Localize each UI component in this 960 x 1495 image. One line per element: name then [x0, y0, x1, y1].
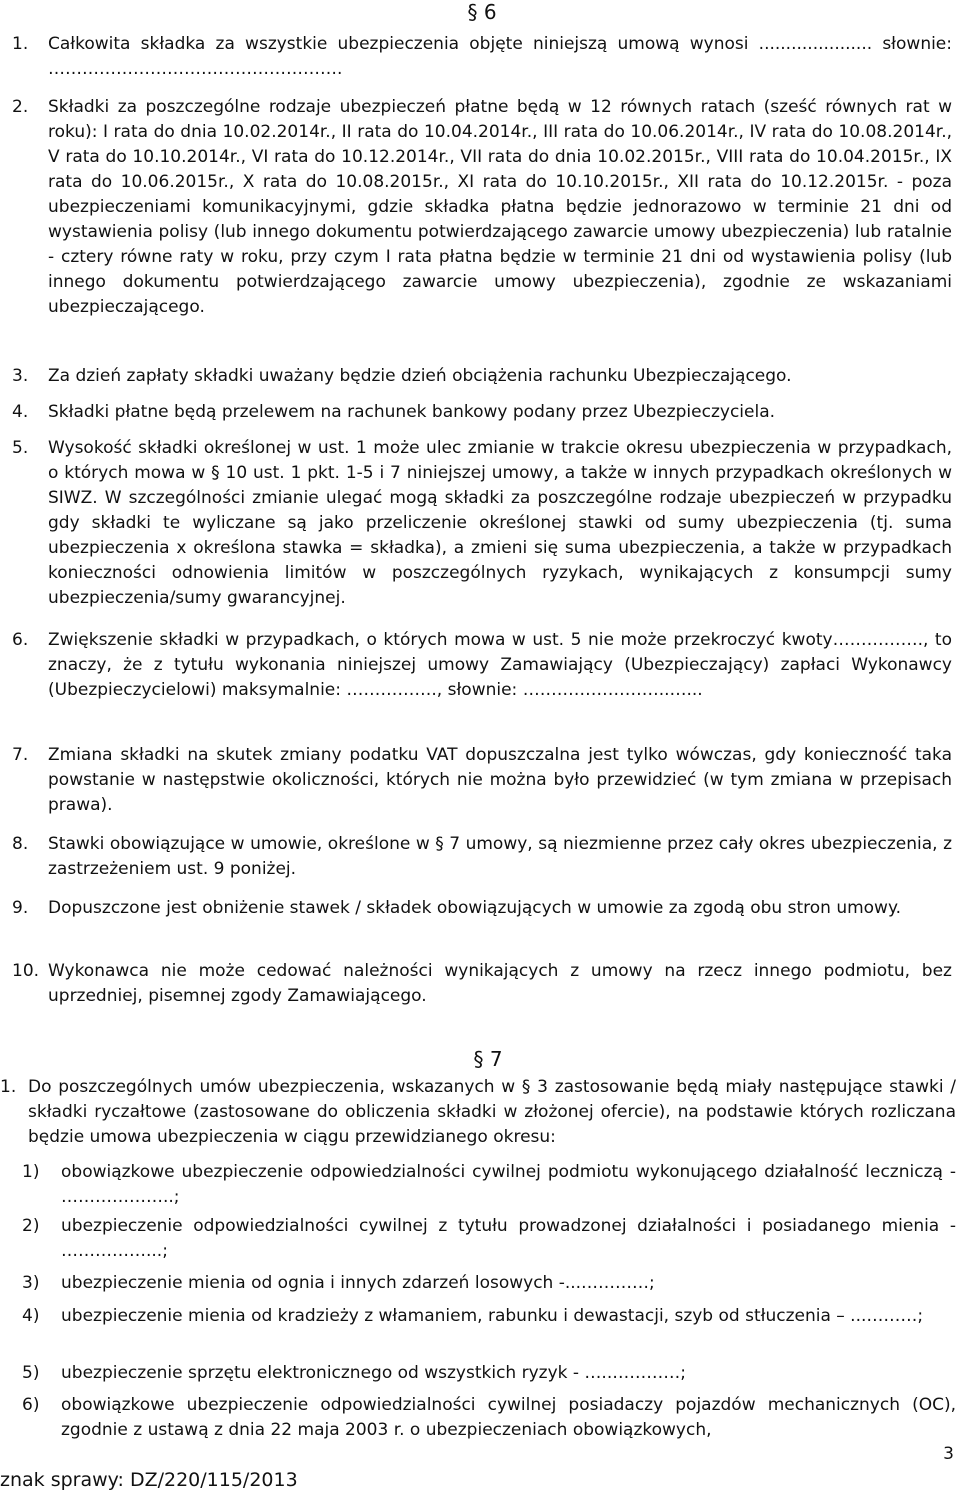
- s7-subitem-4: [22, 1304, 956, 1356]
- subitem-number: 4): [22, 1306, 40, 1326]
- paragraph-sign: §: [467, 0, 484, 24]
- s6-item-1: [12, 32, 952, 84]
- item-text: Za dzień zapłaty składki uważany będzie dzień obciążenia rachunku Ubezpieczającego.: [48, 366, 792, 386]
- item-number: 1.: [0, 1077, 17, 1097]
- s7-subitem-3: [22, 1271, 956, 1297]
- item-text: Wysokość składki określonej w ust. 1 może ulec zmianie w trakcie okresu ubezpieczenia w przypadkach, o których mowa w § 10 ust. 1 pkt. 1-5 i 7 niniejszej umowy, a także w innych przypadkach określonych w SIWZ. W szczególności zmianie ulegać mogą składki za poszczególne rodzaje ubezpieczeń w przypadku gdy składki te wyliczane są jako przeliczenie określonej stawki od sumy ubezpieczenia (tj. suma ubezpieczenia x określona stawka = składka), a zmieni się suma ubezpieczenia, a także w przypadkach konieczności odnowienia limitów w poszczególnych ryzykach, wynikających z konsumpcji sumy ubezpieczenia/sumy gwarancyjnej.: [48, 438, 952, 608]
- subitem-text: ubezpieczenie mienia od kradzieży z włamaniem, rabunku i dewastacji, szyb od stłuczenia – ...………;: [61, 1306, 924, 1326]
- paragraph-sign: §: [473, 1047, 490, 1071]
- s6-item-2: [12, 95, 952, 351]
- subitem-number: 3): [22, 1273, 40, 1293]
- s7-subitem-6: [22, 1393, 956, 1445]
- item-number: 4.: [12, 402, 29, 422]
- subitem-text: obowiązkowe ubezpieczenie odpowiedzialności cywilnej posiadaczy pojazdów mechanicznych (OC), zgodnie z ustawą z dnia 22 maja 2003 r. o ubezpieczeniach obowiązkowych,: [61, 1395, 956, 1440]
- item-text: Całkowita składka za wszystkie ubezpieczenia objęte niniejszą umową wynosi ..................... słownie: …………………………………………….: [48, 34, 952, 79]
- item-text: Zwiększenie składki w przypadkach, o których mowa w ust. 5 nie może przekroczyć kwoty……………., to znaczy, że z tytułu wykonania niniejszej umowy Zamawiający (Ubezpieczający) zapłaci Wykonawcy (Ubezpieczycielowi) maksymalnie: ……………., słownie: ……………………..…...: [48, 630, 952, 700]
- subitem-text: ubezpieczenie mienia od ognia i innych zdarzeń losowych -...…………;: [61, 1273, 655, 1293]
- item-text: Wykonawca nie może cedować należności wynikających z umowy na rzecz innego podmiotu, bez uprzedniej, pisemnej zgody Zamawiającego.: [48, 961, 952, 1006]
- s7-subitem-1: [22, 1160, 956, 1212]
- s6-item-7: [12, 743, 952, 821]
- item-text: Do poszczególnych umów ubezpieczenia, wskazanych w § 3 zastosowanie będą miały następujące stawki / składki ryczałtowe (zastosowane do obliczenia składki w złożonej ofercie), na podstawie których rozliczana będzie umowa ubezpieczenia w ciągu przewidzianego okresu:: [28, 1077, 956, 1147]
- s6-item-3: [12, 364, 952, 390]
- item-number: 5.: [12, 438, 29, 458]
- item-number: 6.: [12, 630, 29, 650]
- item-text: Stawki obowiązujące w umowie, określone w § 7 umowy, są niezmienne przez cały okres ubezpieczenia, z zastrzeżeniem ust. 9 poniżej.: [48, 834, 952, 879]
- case-number-footer: znak sprawy: DZ/220/115/2013: [0, 1469, 298, 1491]
- s7-item-1: [0, 1075, 956, 1153]
- s6-item-10: [12, 959, 952, 1011]
- item-number: 10.: [12, 961, 40, 981]
- subitem-number: 2): [22, 1216, 40, 1236]
- s6-item-9: [12, 896, 952, 948]
- subitem-number: 5): [22, 1363, 40, 1383]
- s7-subitem-2: [22, 1214, 956, 1266]
- s6-item-4: [12, 400, 952, 426]
- s6-item-8: [12, 832, 952, 884]
- section-6-heading: § 6: [467, 0, 497, 24]
- subitem-text: obowiązkowe ubezpieczenie odpowiedzialności cywilnej podmiotu wykonującego działalność leczniczą - ………………..;: [61, 1162, 956, 1207]
- subitem-number: 6): [22, 1395, 40, 1415]
- subitem-text: ubezpieczenie sprzętu elektronicznego od wszystkich ryzyk - …..…………;: [61, 1363, 686, 1383]
- page-number: 3: [943, 1444, 954, 1464]
- item-number: 9.: [12, 898, 29, 918]
- item-text: Zmiana składki na skutek zmiany podatku VAT dopuszczalna jest tylko wówczas, gdy konieczność taka powstanie w następstwie okoliczności, których nie można było przewidzieć (w tym zmiana w przepisach prawa).: [48, 745, 952, 815]
- item-number: 3.: [12, 366, 29, 386]
- item-text: Dopuszczone jest obniżenie stawek / składek obowiązujących w umowie za zgodą obu stron umowy.: [48, 898, 901, 918]
- s7-subitem-5: [22, 1361, 956, 1387]
- section-7-heading: § 7: [473, 1047, 503, 1071]
- subitem-text: ubezpieczenie odpowiedzialności cywilnej z tytułu prowadzonej działalności i posiadanego mienia - ……………...;: [61, 1216, 956, 1261]
- item-number: 7.: [12, 745, 29, 765]
- s6-item-6: [12, 628, 952, 732]
- item-number: 8.: [12, 834, 29, 854]
- item-number: 1.: [12, 34, 29, 54]
- item-number: 2.: [12, 97, 29, 117]
- subitem-number: 1): [22, 1162, 40, 1182]
- s6-item-5: [12, 436, 952, 616]
- item-text: Składki płatne będą przelewem na rachunek bankowy podany przez Ubezpieczyciela.: [48, 402, 776, 422]
- item-text: Składki za poszczególne rodzaje ubezpieczeń płatne będą w 12 równych ratach (sześć równych rat w roku): I rata do dnia 10.02.2014r., II rata do 10.04.2014r., III rata do 10.06.2014r., IV rata do 10.08.2014r., V rata do 10.10.2014r., VI rata do 10.12.2014r., VII rata do dnia 10.02.2015r., VIII rata do 10.04.2015r., IX rata do 10.06.2015r., X rata do 10.08.2015r., XI rata do 10.10.2015r., XII rata do 10.12.2015r. - poza ubezpieczeniami komunikacyjnymi, gdzie składka płatna będzie jednorazowo w terminie 21 dni od wystawienia polisy (lub innego dokumentu potwierdzającego zawarcie umowy ubezpieczenia) lub ratalnie - cztery równe raty w roku, przy czym I rata płatna będzie w terminie 21 dni od wystawienia polisy (lub innego dokumentu potwierdzającego zawarcie umowy ubezpieczenia), zgodnie ze wskazaniami ubezpieczającego.: [48, 97, 952, 317]
